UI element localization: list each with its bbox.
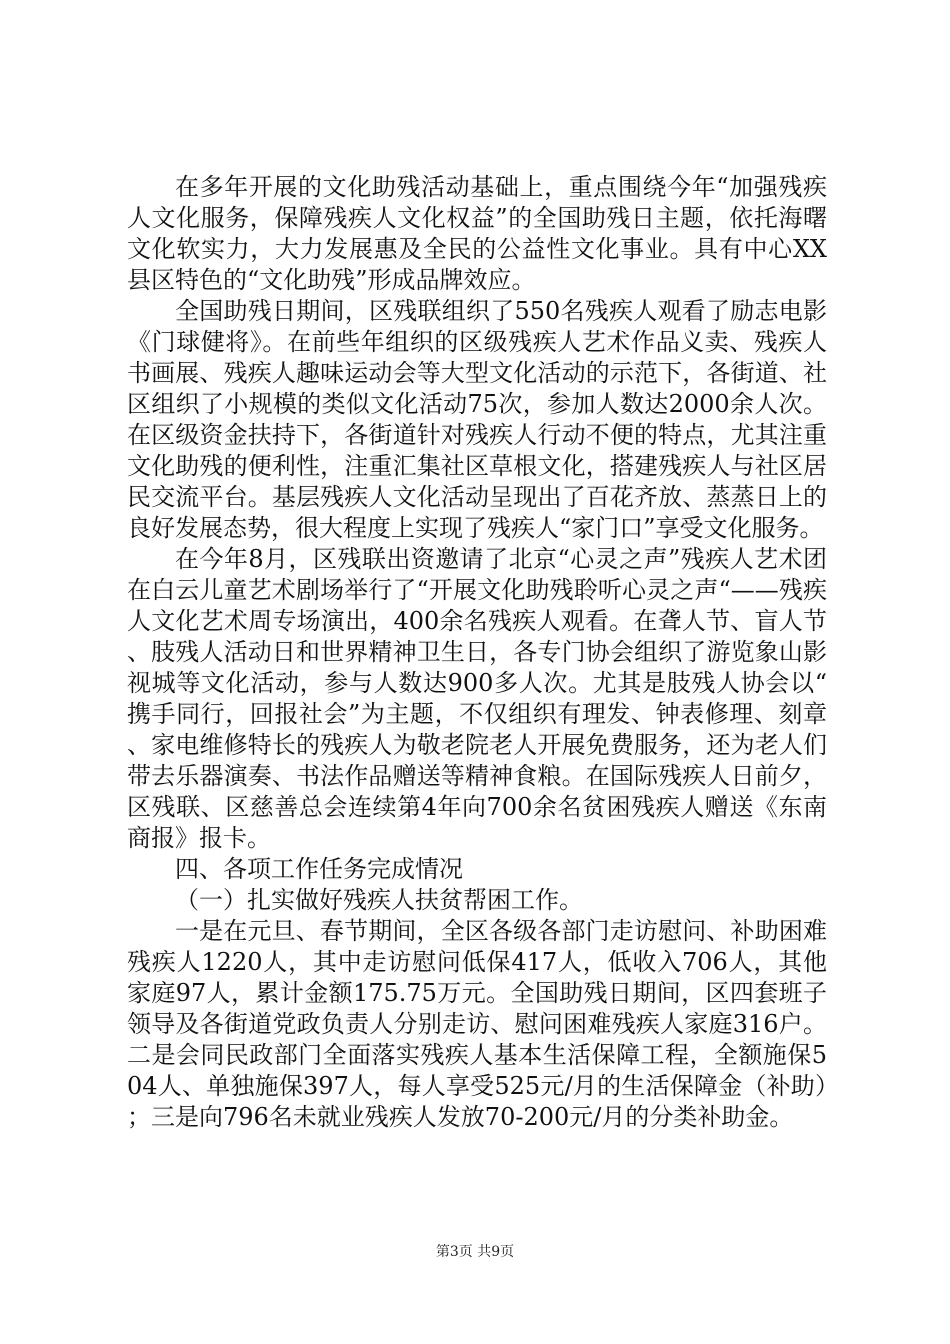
page-footer: 第3页 共9页 (435, 1244, 515, 1260)
document-body (127, 172, 827, 1133)
subsection-heading: （一）扎实做好残疾人扶贫帮困工作。 (175, 886, 583, 914)
paragraph: 在多年开展的文化助残活动基础上，重点围绕今年“加强残疾人文化服务，保障残疾人文化权益”的全国助残日主题，依托海曙文化软实力，大力发展惠及全民的公益性文化事业。具有中心XX县区特色的“文化助残”形成品牌效应。 (127, 173, 827, 294)
section-heading: 四、各项工作任务完成情况 (175, 855, 463, 883)
paragraph: 一是在元旦、春节期间，全区各级各部门走访慰问、补助困难残疾人1220人，其中走访慰问低保417人，低收入706人，其他家庭97人，累计金额175.75万元。全国助残日期间，区四套班子领导及各街道党政负责人分别走访、慰问困难残疾人家庭316户。二是会同民政部门全面落实残疾人基本生活保障工程，全额施保504人、单独施保397人，每人享受525元/月的生活保障金（补助）；三是向796名未就业残疾人发放70-200元/月的分类补助金。 (127, 917, 827, 1131)
paragraph: 在今年8月，区残联出资邀请了北京“心灵之声”残疾人艺术团在白云儿童艺术剧场举行了“开展文化助残聆听心灵之声“——残疾人文化艺术周专场演出，400余名残疾人观看。在聋人节、盲人节、肢残人活动日和世界精神卫生日，各专门协会组织了游览象山影视城等文化活动，参与人数达900多人次。尤其是肢残人协会以“携手同行，回报社会”为主题，不仅组织有理发、钟表修理、刻章、家电维修特长的残疾人为敬老院老人开展免费服务，还为老人们带去乐器演奏、书法作品赠送等精神食粮。在国际残疾人日前夕，区残联、区慈善总会连续第4年向700余名贫困残疾人赠送《东南商报》报卡。 (127, 545, 827, 852)
paragraph: 全国助残日期间，区残联组织了550名残疾人观看了励志电影《门球健将》。在前些年组织的区级残疾人艺术作品义卖、残疾人书画展、残疾人趣味运动会等大型文化活动的示范下，各街道、社区组织了小规模的类似文化活动75次，参加人数达2000余人次。在区级资金扶持下，各街道针对残疾人行动不便的特点，尤其注重文化助残的便利性，注重汇集社区草根文化，搭建残疾人与社区居民交流平台。基层残疾人文化活动呈现出了百花齐放、蒸蒸日上的良好发展态势，很大程度上实现了残疾人“家门口”享受文化服务。 (127, 297, 827, 542)
